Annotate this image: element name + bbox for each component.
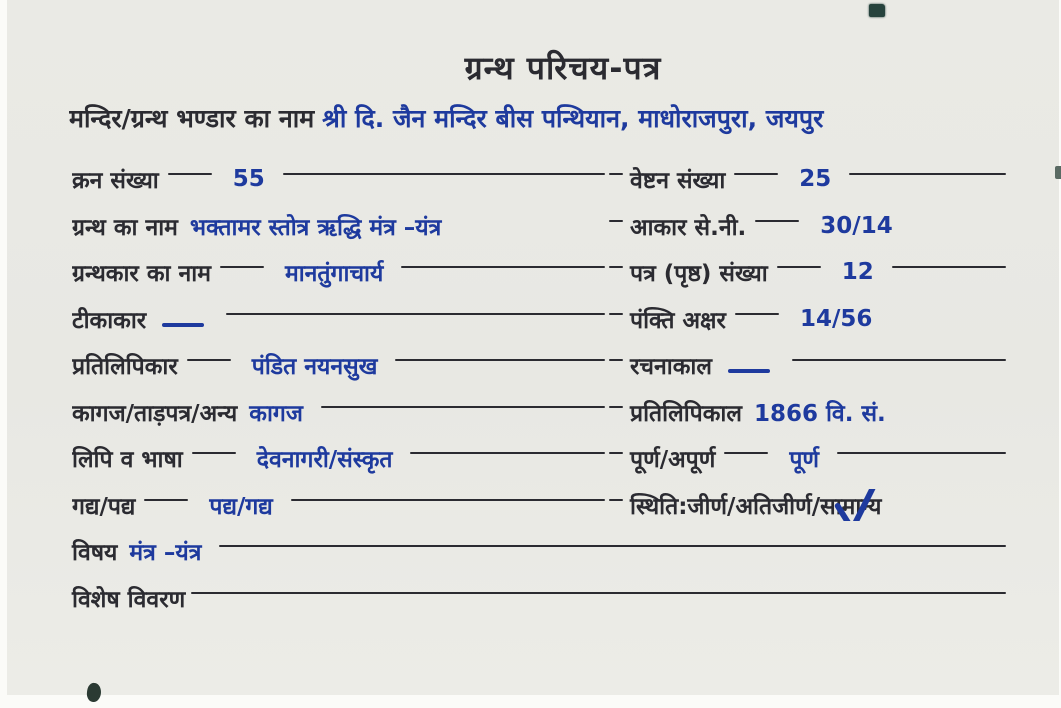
condition-checked-option: सामान्य	[820, 489, 881, 521]
field-size-cm	[609, 210, 1006, 242]
repository-name-row	[69, 101, 1051, 135]
rule-line-lead	[609, 406, 623, 408]
bundle-number-label: वेष्टन संख्या	[630, 168, 726, 195]
rule-line-short	[144, 499, 188, 501]
repository-name-label: मन्दिर/ग्रन्थ भण्डार का नाम	[69, 104, 315, 133]
lines-letters-label: पंक्ति अक्षर	[630, 307, 726, 334]
right-column	[609, 303, 1006, 335]
rule-line-tail	[410, 452, 605, 454]
complete-incomplete-label: पूर्ण/अपूर्ण	[630, 447, 716, 474]
rule-line-tail	[291, 499, 605, 501]
form-row	[72, 342, 1006, 389]
field-commentator	[72, 303, 605, 335]
right-column	[609, 210, 1006, 242]
rule-line-short	[168, 173, 212, 175]
left-column	[72, 349, 609, 381]
repository-name-value: श्री दि. जैन मन्दिर बीस पन्थियान, माधोराजपुरा, जयपुर	[322, 104, 824, 133]
right-column	[609, 256, 1006, 288]
checkmark-icon	[828, 489, 886, 521]
scan-artifact-top-right	[869, 4, 885, 17]
rule-line-short	[734, 173, 778, 175]
copy-date-value: 1866 वि. सं.	[753, 400, 886, 427]
form-row	[72, 575, 1006, 622]
rule-line-short	[192, 452, 236, 454]
form-row	[72, 156, 1006, 203]
left-column	[72, 489, 609, 521]
subject-label: विषय	[72, 540, 118, 567]
size-cm-value: 30/14	[820, 212, 893, 239]
form-row	[72, 203, 1006, 250]
full-width-column	[72, 535, 1006, 567]
rule-line-short	[220, 266, 264, 268]
rule-line-tail	[892, 266, 1006, 268]
field-bundle-number	[609, 163, 1006, 195]
left-column	[72, 442, 609, 474]
material-value: कागज	[249, 400, 303, 427]
field-copyist	[72, 349, 605, 381]
field-lines-letters	[609, 303, 1006, 335]
right-column	[609, 396, 1006, 428]
left-column	[72, 210, 609, 242]
bundle-number-value: 25	[799, 166, 832, 193]
left-column	[72, 256, 609, 288]
form-row	[72, 296, 1006, 343]
book-name-value: भक्तामर स्तोत्र ऋद्धि मंत्र –यंत्र	[189, 214, 442, 241]
serial-number-value: 55	[232, 166, 265, 193]
field-special-details	[72, 582, 1006, 614]
script-language-value: देवनागरी/संस्कृत	[256, 447, 393, 474]
composition-date-blank-dash	[728, 369, 770, 373]
field-script-language	[72, 442, 605, 474]
book-name-label: ग्रन्थ का नाम	[72, 214, 178, 241]
left-column	[72, 163, 609, 195]
field-page-count	[609, 256, 1006, 288]
left-column	[72, 303, 609, 335]
scan-artifact-right-edge	[1055, 166, 1061, 179]
field-copy-date	[609, 396, 1006, 428]
rule-line-lead	[609, 313, 623, 315]
form-fields	[72, 156, 1006, 621]
serial-number-label: क्रन संख्या	[72, 168, 159, 195]
rule-line-tail	[401, 266, 605, 268]
author-name-label: ग्रन्थकार का नाम	[72, 261, 211, 288]
field-subject	[72, 535, 1006, 567]
rule-line-tail	[837, 452, 1006, 454]
field-serial-number	[72, 163, 605, 195]
paper-background	[7, 0, 1059, 695]
field-author-name	[72, 256, 605, 288]
lines-letters-value: 14/56	[799, 305, 873, 332]
full-width-column	[72, 582, 1006, 614]
field-book-name	[72, 210, 605, 242]
right-column	[609, 489, 1006, 521]
prose-verse-label: गद्य/पद्य	[72, 493, 136, 520]
rule-line-lead	[609, 266, 623, 268]
complete-incomplete-value: पूर्ण	[789, 447, 820, 474]
page-count-label: पत्र (पृष्ठ) संख्या	[630, 261, 768, 288]
rule-line-tail	[321, 406, 605, 408]
rule-line-short	[724, 452, 768, 454]
rule-line-lead	[609, 173, 623, 175]
rule-line-tail	[283, 173, 605, 175]
form-title: ग्रन्थ परिचय-पत्र	[464, 49, 662, 87]
special-details-label: विशेष विवरण	[72, 586, 186, 613]
form-row	[72, 249, 1006, 296]
material-label: कागज/ताड़पत्र/अन्य	[72, 400, 238, 427]
form-row	[72, 389, 1006, 436]
script-language-label: लिपि व भाषा	[72, 447, 183, 474]
right-column	[609, 442, 1006, 474]
copyist-label: प्रतिलिपिकार	[72, 354, 178, 381]
condition-label: स्थिति:जीर्ण/अतिजीर्ण/	[630, 493, 821, 520]
field-material	[72, 396, 605, 428]
copy-date-label: प्रतिलिपिकाल	[630, 400, 742, 427]
form-row	[72, 482, 1006, 529]
author-name-value: मानतुंगाचार्य	[284, 261, 384, 288]
copyist-value: पंडित नयनसुख	[251, 354, 378, 381]
rule-line-tail	[219, 545, 1006, 547]
commentator-blank-dash	[162, 323, 204, 327]
rule-line-short	[755, 220, 799, 222]
field-composition-date	[609, 349, 1006, 381]
rule-line-short	[777, 266, 821, 268]
rule-line-tail	[849, 173, 1006, 175]
rule-line-tail	[395, 359, 605, 361]
commentator-label: टीकाकार	[72, 307, 147, 334]
composition-date-label: रचनाकाल	[630, 354, 712, 381]
rule-line-tail	[226, 313, 605, 315]
rule-line-lead	[609, 499, 623, 501]
rule-line-lead	[609, 359, 623, 361]
right-column	[609, 163, 1006, 195]
left-column	[72, 396, 609, 428]
form-row	[72, 528, 1006, 575]
field-prose-verse	[72, 489, 605, 521]
form-row	[72, 435, 1006, 482]
prose-verse-value: पद्य/गद्य	[209, 493, 273, 520]
rule-line-short	[735, 313, 779, 315]
rule-line-lead	[609, 452, 623, 454]
subject-value: मंत्र –यंत्र	[129, 540, 202, 567]
field-complete-incomplete	[609, 442, 1006, 474]
size-cm-label: आकार से.नी.	[630, 214, 747, 241]
rule-line-lead	[609, 220, 623, 222]
field-condition	[609, 489, 1006, 521]
rule-line-short	[187, 359, 231, 361]
rule-line-tail	[191, 592, 1006, 594]
rule-line-tail	[792, 359, 1006, 361]
right-column	[609, 349, 1006, 381]
page-count-value: 12	[841, 259, 874, 286]
